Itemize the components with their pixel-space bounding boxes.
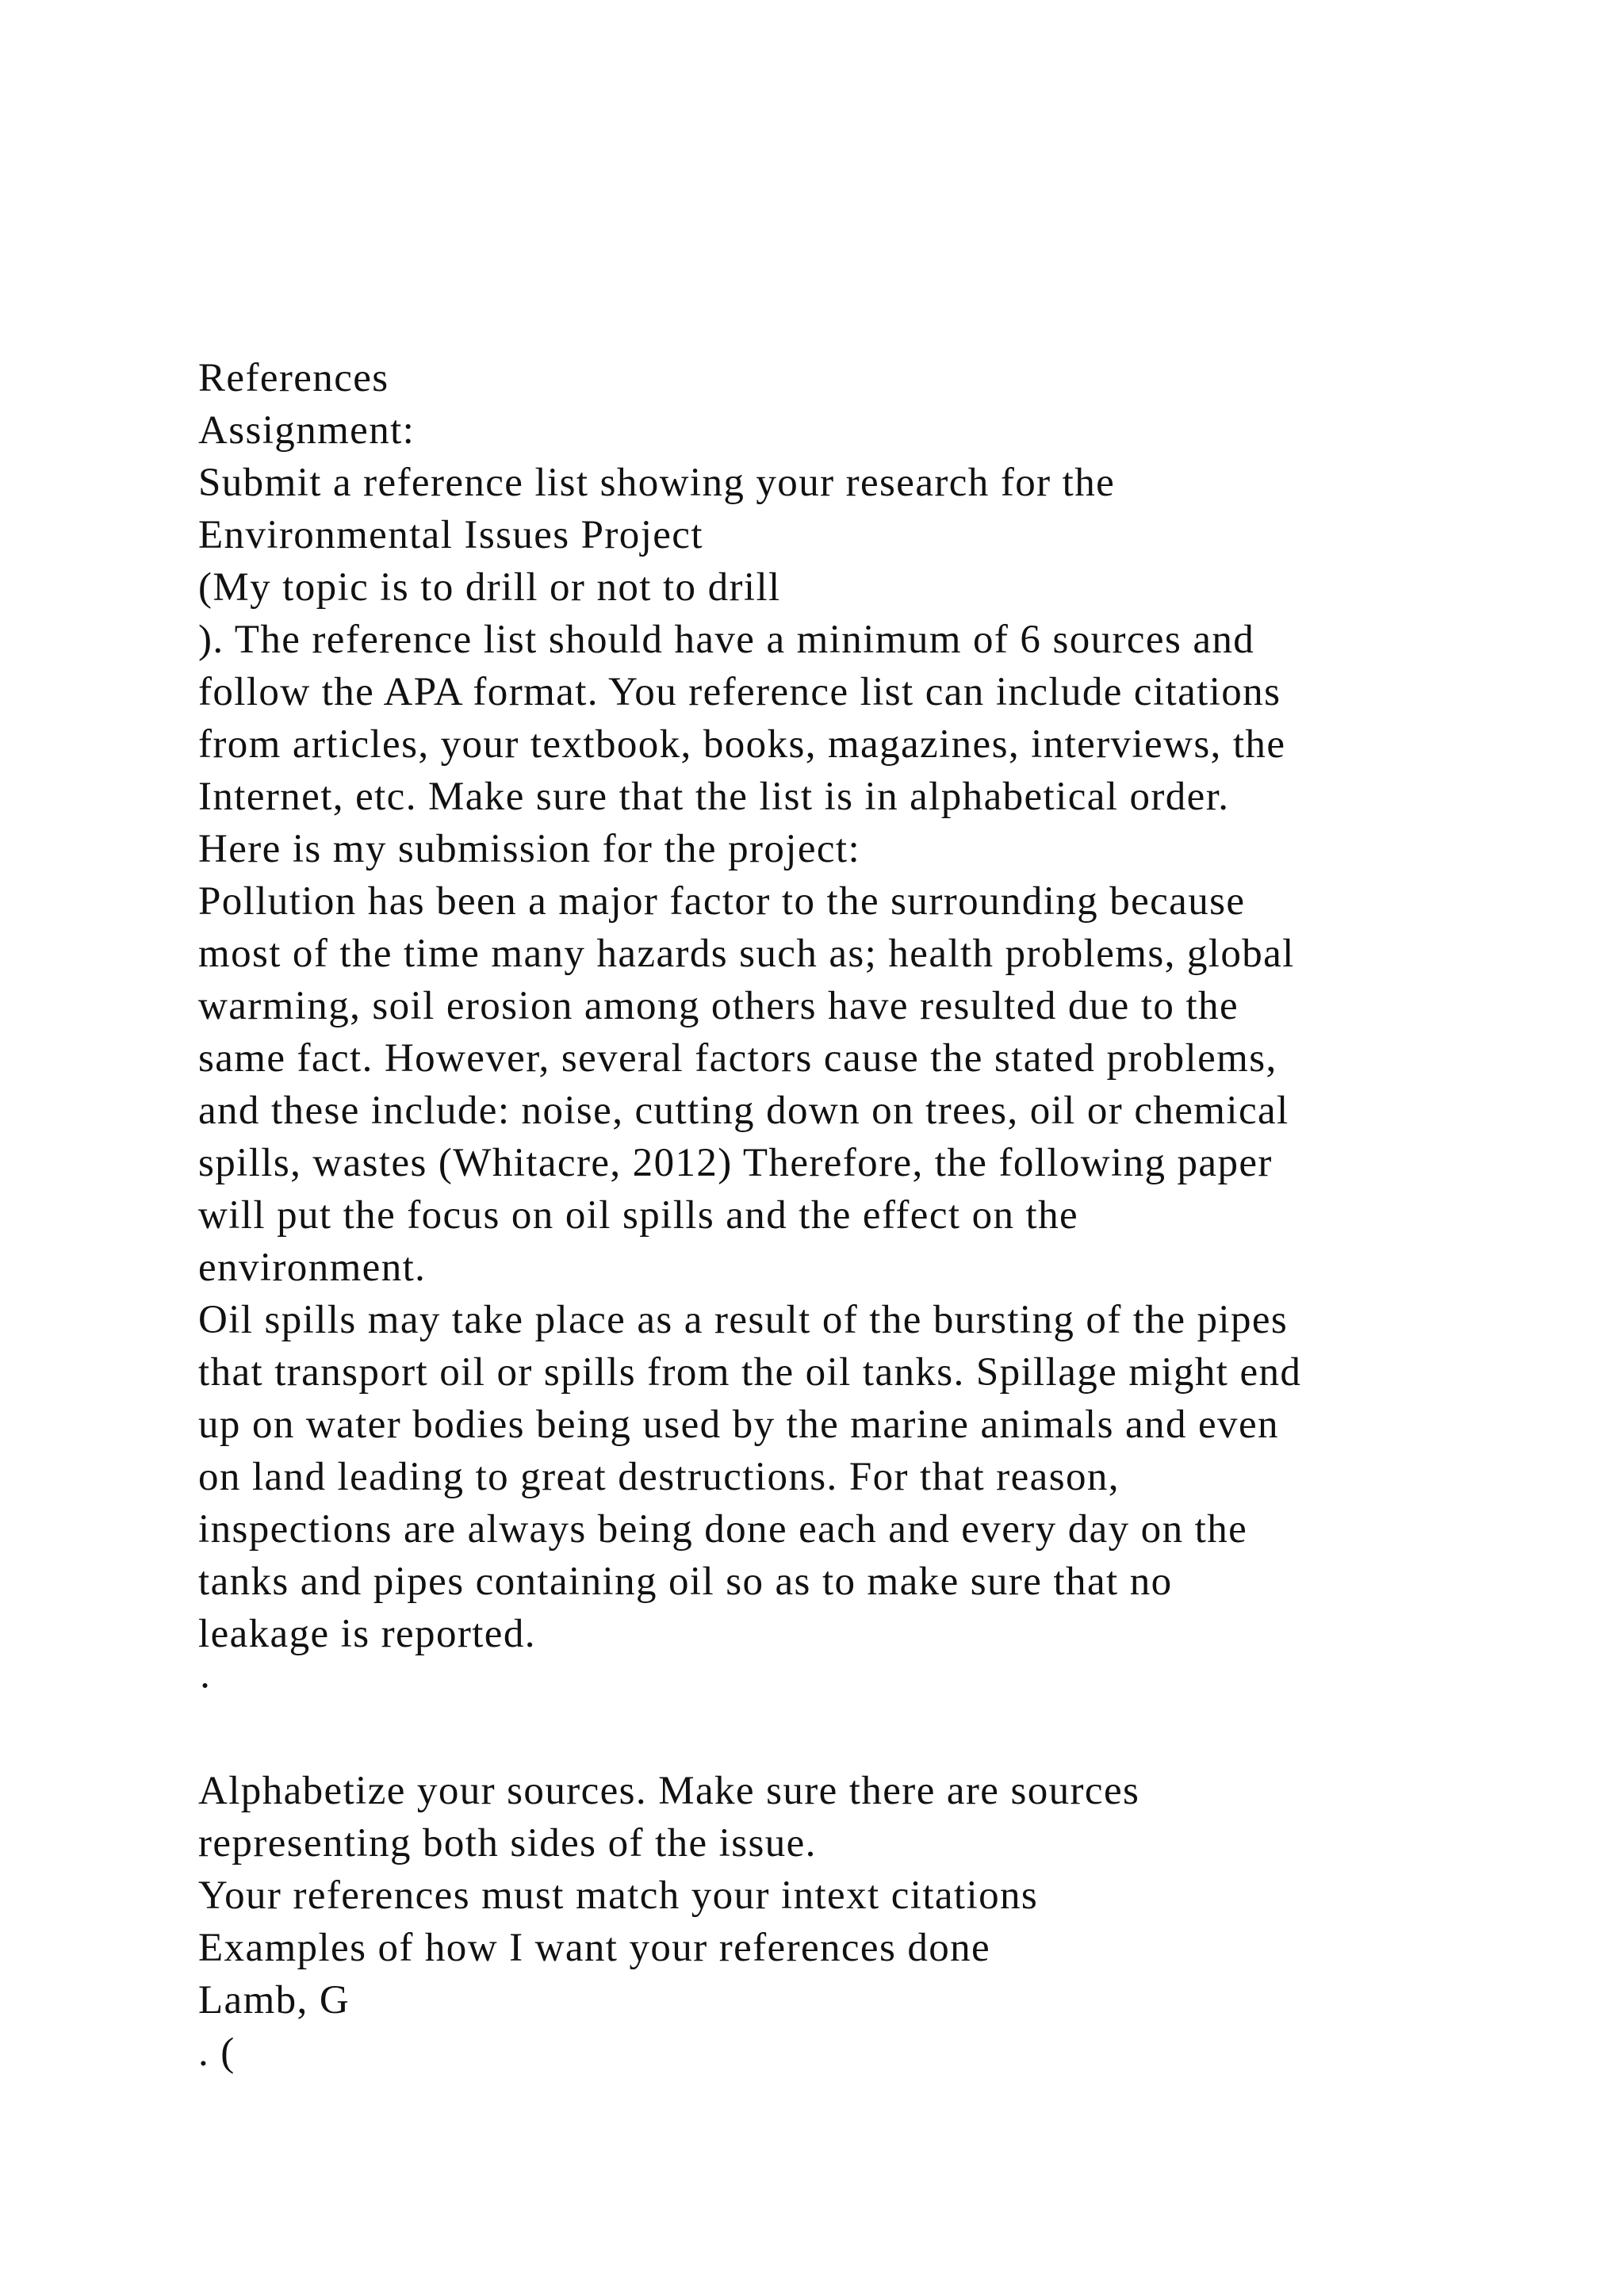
text-line: spills, wastes (Whitacre, 2012) Therefore, the following paper bbox=[198, 1141, 1273, 1185]
text-line: from articles, your textbook, books, magazines, interviews, the bbox=[198, 722, 1286, 767]
text-line: that transport oil or spills from the oil tanks. Spillage might end bbox=[198, 1350, 1302, 1395]
text-line: will put the focus on oil spills and the effect on the bbox=[198, 1193, 1079, 1238]
text-line: inspections are always being done each and every day on the bbox=[198, 1507, 1248, 1552]
text-line: Submit a reference list showing your research for the bbox=[198, 461, 1116, 505]
text-line: leakage is reported. bbox=[198, 1612, 536, 1656]
text-line: up on water bodies being used by the marine animals and even bbox=[198, 1402, 1279, 1447]
text-line: environment. bbox=[198, 1246, 427, 1290]
text-line: most of the time many hazards such as; health problems, global bbox=[198, 932, 1295, 976]
text-line: and these include: noise, cutting down on trees, oil or chemical bbox=[198, 1089, 1289, 1133]
text-line: Oil spills may take place as a result of the bursting of the pipes bbox=[198, 1298, 1289, 1342]
text-line: Lamb, G bbox=[198, 1978, 350, 2022]
text-line: same fact. However, several factors cause the stated problems, bbox=[198, 1036, 1277, 1081]
bullet-dot: · bbox=[198, 1664, 213, 1709]
text-line: warming, soil erosion among others have resulted due to the bbox=[198, 984, 1239, 1028]
text-line: Environmental Issues Project bbox=[198, 513, 703, 557]
assignment-label: Assignment: bbox=[198, 408, 416, 453]
text-line: tanks and pipes containing oil so as to make sure that no bbox=[198, 1559, 1173, 1604]
text-line: follow the APA format. You reference list can include citations bbox=[198, 670, 1281, 714]
text-line: Your references must match your intext citations bbox=[198, 1873, 1039, 1918]
text-line: Pollution has been a major factor to the surrounding because bbox=[198, 879, 1246, 924]
text-line: (My topic is to drill or not to drill bbox=[198, 565, 781, 610]
text-line: Alphabetize your sources. Make sure there are sources bbox=[198, 1769, 1140, 1813]
text-line: Examples of how I want your references done bbox=[198, 1926, 991, 1970]
text-line: on land leading to great destructions. For that reason, bbox=[198, 1455, 1120, 1499]
text-line: . ( bbox=[198, 2030, 236, 2075]
document-body bbox=[198, 352, 1546, 2079]
heading-references: References bbox=[198, 356, 389, 400]
blank-line bbox=[198, 1712, 1546, 1765]
text-line: ). The reference list should have a minimum of 6 sources and bbox=[198, 618, 1255, 662]
text-line: Internet, etc. Make sure that the list is in alphabetical order. bbox=[198, 775, 1230, 819]
text-line: representing both sides of the issue. bbox=[198, 1821, 817, 1866]
text-line: Here is my submission for the project: bbox=[198, 827, 861, 871]
